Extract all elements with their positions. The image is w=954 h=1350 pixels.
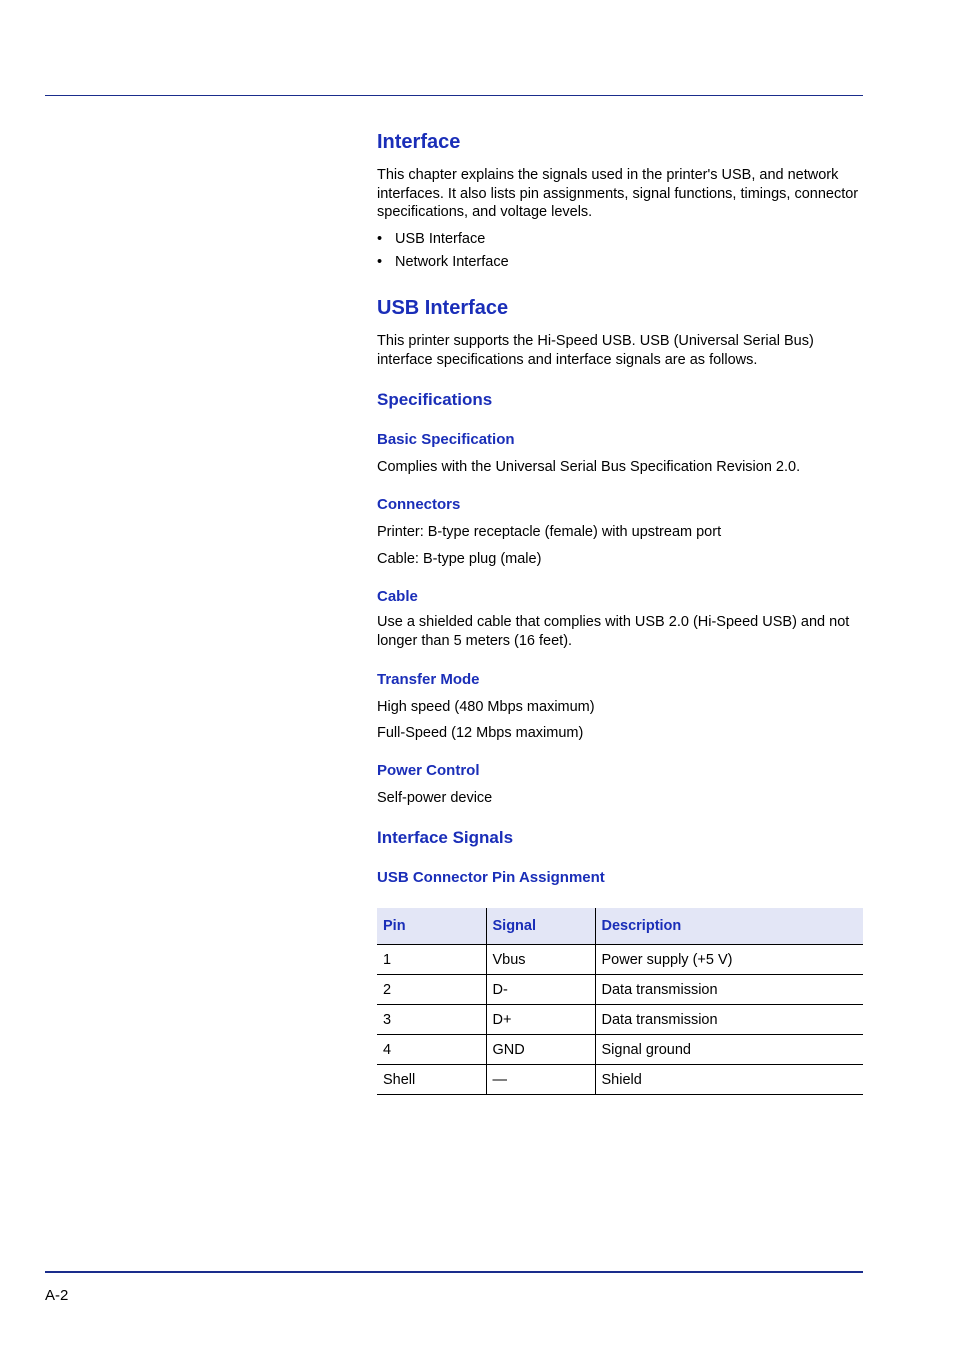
subsection-title-specifications: Specifications — [377, 390, 493, 409]
cell-signal: GND — [486, 1035, 595, 1065]
section-title-interface: Interface — [377, 131, 461, 153]
heading-basic-specification: Basic Specification — [377, 431, 515, 448]
cell-description: Shield — [595, 1065, 863, 1095]
bullet-label: Network Interface — [395, 254, 509, 270]
cell-signal: Vbus — [486, 945, 595, 975]
cell-description: Signal ground — [595, 1035, 863, 1065]
cell-description: Data transmission — [595, 975, 863, 1005]
cell-pin: 3 — [377, 1005, 486, 1035]
interface-intro: This chapter explains the signals used in the printer's USB, and network interfaces. It also lists pin assignments, signal functions, timings, connector specifications, and voltage levels. — [377, 167, 859, 220]
footer-rule — [45, 1271, 863, 1273]
pin-assignment-table — [377, 908, 863, 1095]
table-row — [377, 1005, 863, 1035]
bullet-label: USB Interface — [395, 231, 486, 247]
column-header-signal: Signal — [486, 908, 595, 945]
bullet-item — [377, 231, 485, 247]
column-header-pin: Pin — [377, 908, 486, 945]
heading-power-control: Power Control — [377, 762, 480, 779]
usb-intro: This printer supports the Hi-Speed USB. USB (Universal Serial Bus) interface specifications and interface signals are as follows. — [377, 333, 814, 368]
heading-usb-connector-pin-assignment: USB Connector Pin Assignment — [377, 869, 605, 886]
heading-cable: Cable — [377, 588, 418, 605]
cell-pin: 2 — [377, 975, 486, 1005]
cell-pin: Shell — [377, 1065, 486, 1095]
power-control-text: Self-power device — [377, 790, 493, 806]
bullet-item — [377, 254, 509, 270]
header-rule — [45, 95, 863, 96]
bullet-icon: • — [377, 231, 383, 247]
basic-specification-text: Complies with the Universal Serial Bus Specification Revision 2.0. — [377, 459, 801, 475]
cell-pin: 1 — [377, 945, 486, 975]
connectors-printer-text: Printer: B-type receptacle (female) with upstream port — [377, 524, 722, 540]
transfer-mode-full-speed: Full-Speed (12 Mbps maximum) — [377, 725, 584, 741]
cell-description: Power supply (+5 V) — [595, 945, 863, 975]
transfer-mode-high-speed: High speed (480 Mbps maximum) — [377, 699, 595, 715]
table-header-row — [377, 908, 863, 945]
connectors-cable-text: Cable: B-type plug (male) — [377, 551, 542, 567]
heading-connectors: Connectors — [377, 496, 461, 513]
table-row — [377, 975, 863, 1005]
section-title-usb-interface: USB Interface — [377, 297, 509, 319]
bullet-icon: • — [377, 254, 383, 270]
cell-pin: 4 — [377, 1035, 486, 1065]
table-row — [377, 1035, 863, 1065]
cell-description: Data transmission — [595, 1005, 863, 1035]
table-row — [377, 945, 863, 975]
cell-signal: D+ — [486, 1005, 595, 1035]
subsection-title-interface-signals: Interface Signals — [377, 828, 514, 847]
page-number: A-2 — [45, 1287, 69, 1304]
column-header-description: Description — [595, 908, 863, 945]
table-row — [377, 1065, 863, 1095]
cell-signal: D- — [486, 975, 595, 1005]
cell-signal: — — [486, 1065, 595, 1095]
heading-transfer-mode: Transfer Mode — [377, 671, 480, 688]
cable-text: Use a shielded cable that complies with USB 2.0 (Hi-Speed USB) and not longer than 5 meters (16 feet). — [377, 614, 850, 649]
